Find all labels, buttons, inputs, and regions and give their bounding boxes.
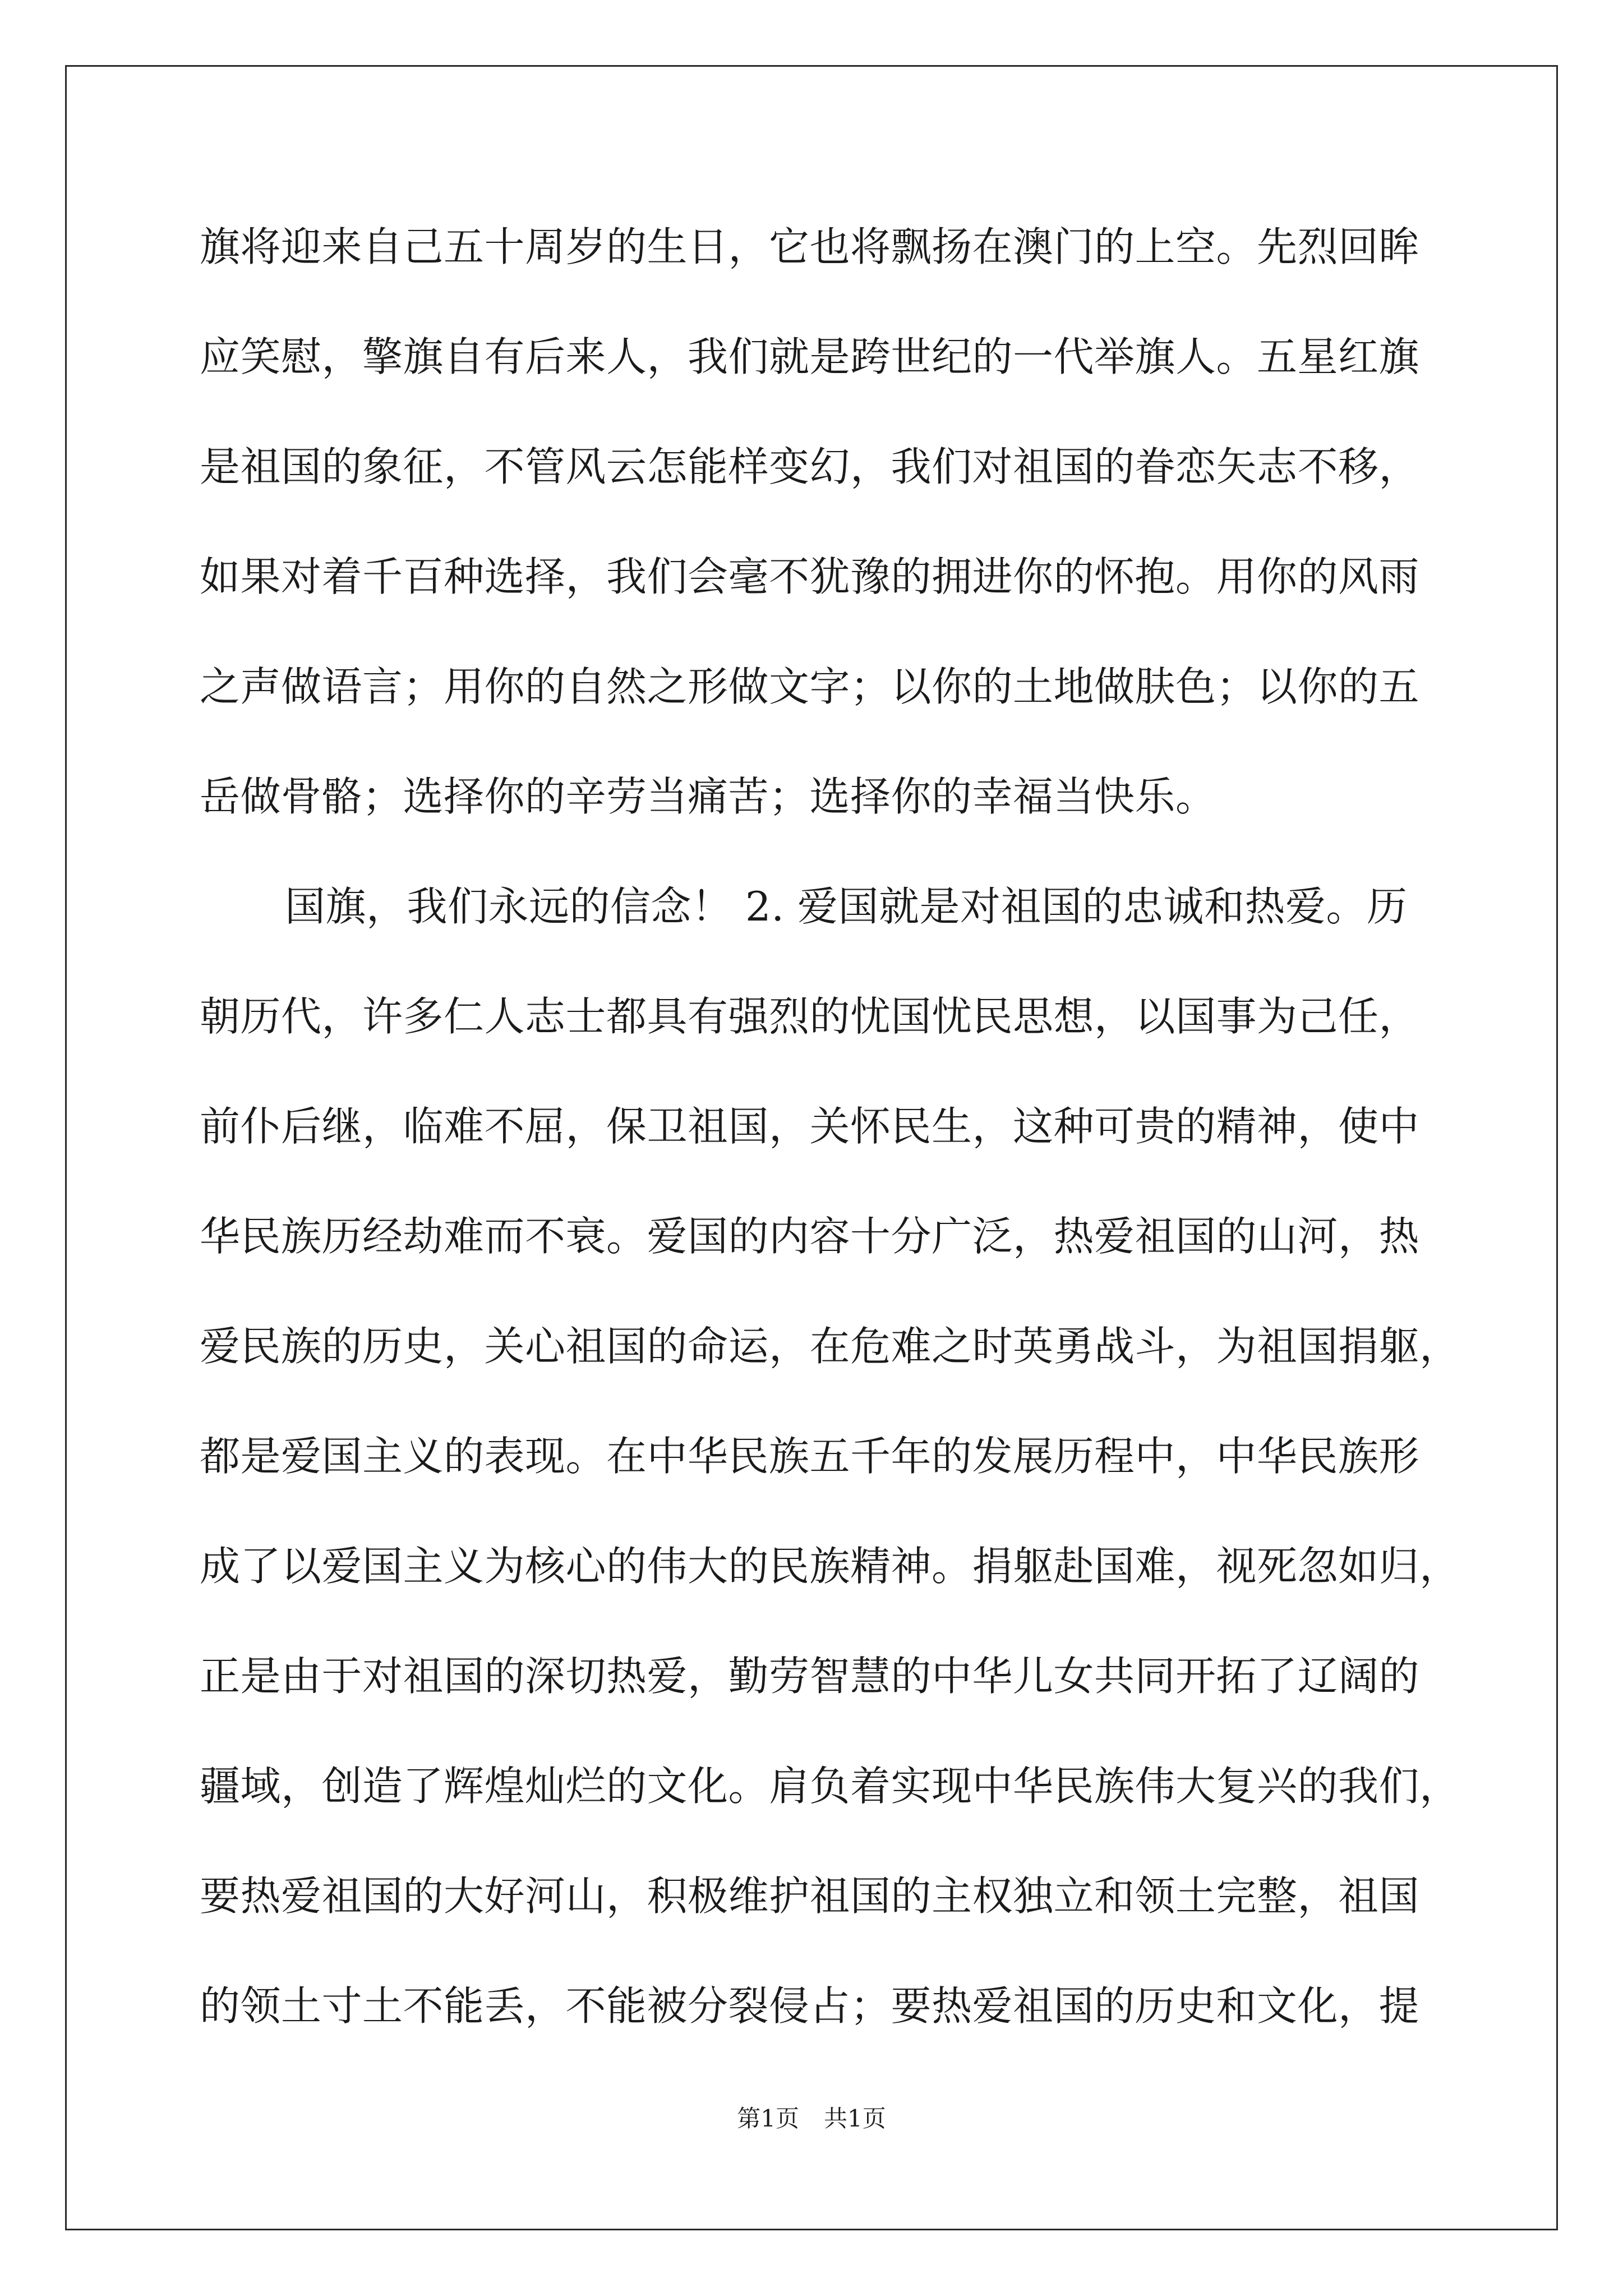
text-line: 要热爱祖国的大好河山，积极维护祖国的主权独立和领土完整，祖国 [200,1872,1420,1920]
text-line: 爱民族的历史，关心祖国的命运，在危难之时英勇战斗，为祖国捐躯， [200,1323,1460,1370]
text-line: 之声做语言；用你的自然之形做文字；以你的土地做肤色；以你的五 [200,663,1420,710]
page-footer [0,2105,1623,2133]
text-line: 如果对着千百种选择，我们会毫不犹豫的拥进你的怀抱。用你的风雨 [200,553,1420,600]
text-line: 是祖国的象征，不管风云怎能样变幻，我们对祖国的眷恋矢志不移， [200,443,1420,490]
text-line: 旗将迎来自己五十周岁的生日，它也将飘扬在澳门的上空。先烈回眸 [200,223,1420,270]
text-line: 疆域，创造了辉煌灿烂的文化。肩负着实现中华民族伟大复兴的我们， [200,1763,1460,1810]
text-line: 岳做骨骼；选择你的辛劳当痛苦；选择你的幸福当快乐。 [200,773,1216,820]
text-line: 前仆后继，临难不屈，保卫祖国，关怀民生，这种可贵的精神，使中 [200,1103,1420,1150]
body-text [200,213,1460,2082]
text-line: 国旗，我们永远的信念！ 2. 爱国就是对祖国的忠诚和热爱。历 [285,883,1408,930]
text-line: 正是由于对祖国的深切热爱，勤劳智慧的中华儿女共同开拓了辽阔的 [200,1653,1420,1700]
text-line: 华民族历经劫难而不衰。爱国的内容十分广泛，热爱祖国的山河，热 [200,1213,1420,1260]
text-line: 应笑慰，擎旗自有后来人，我们就是跨世纪的一代举旗人。五星红旗 [200,333,1420,380]
text-line: 的领土寸土不能丢，不能被分裂侵占；要热爱祖国的历史和文化，提 [200,1982,1420,2030]
page-number: 第1页 [737,2105,799,2132]
text-line: 成了以爱国主义为核心的伟大的民族精神。捐躯赴国难，视死忽如归， [200,1543,1460,1590]
text-line: 都是爱国主义的表现。在中华民族五千年的发展历程中，中华民族形 [200,1433,1420,1480]
text-line: 朝历代，许多仁人志士都具有强烈的忧国忧民思想，以国事为己任， [200,993,1420,1040]
page-total: 共1页 [824,2105,886,2132]
